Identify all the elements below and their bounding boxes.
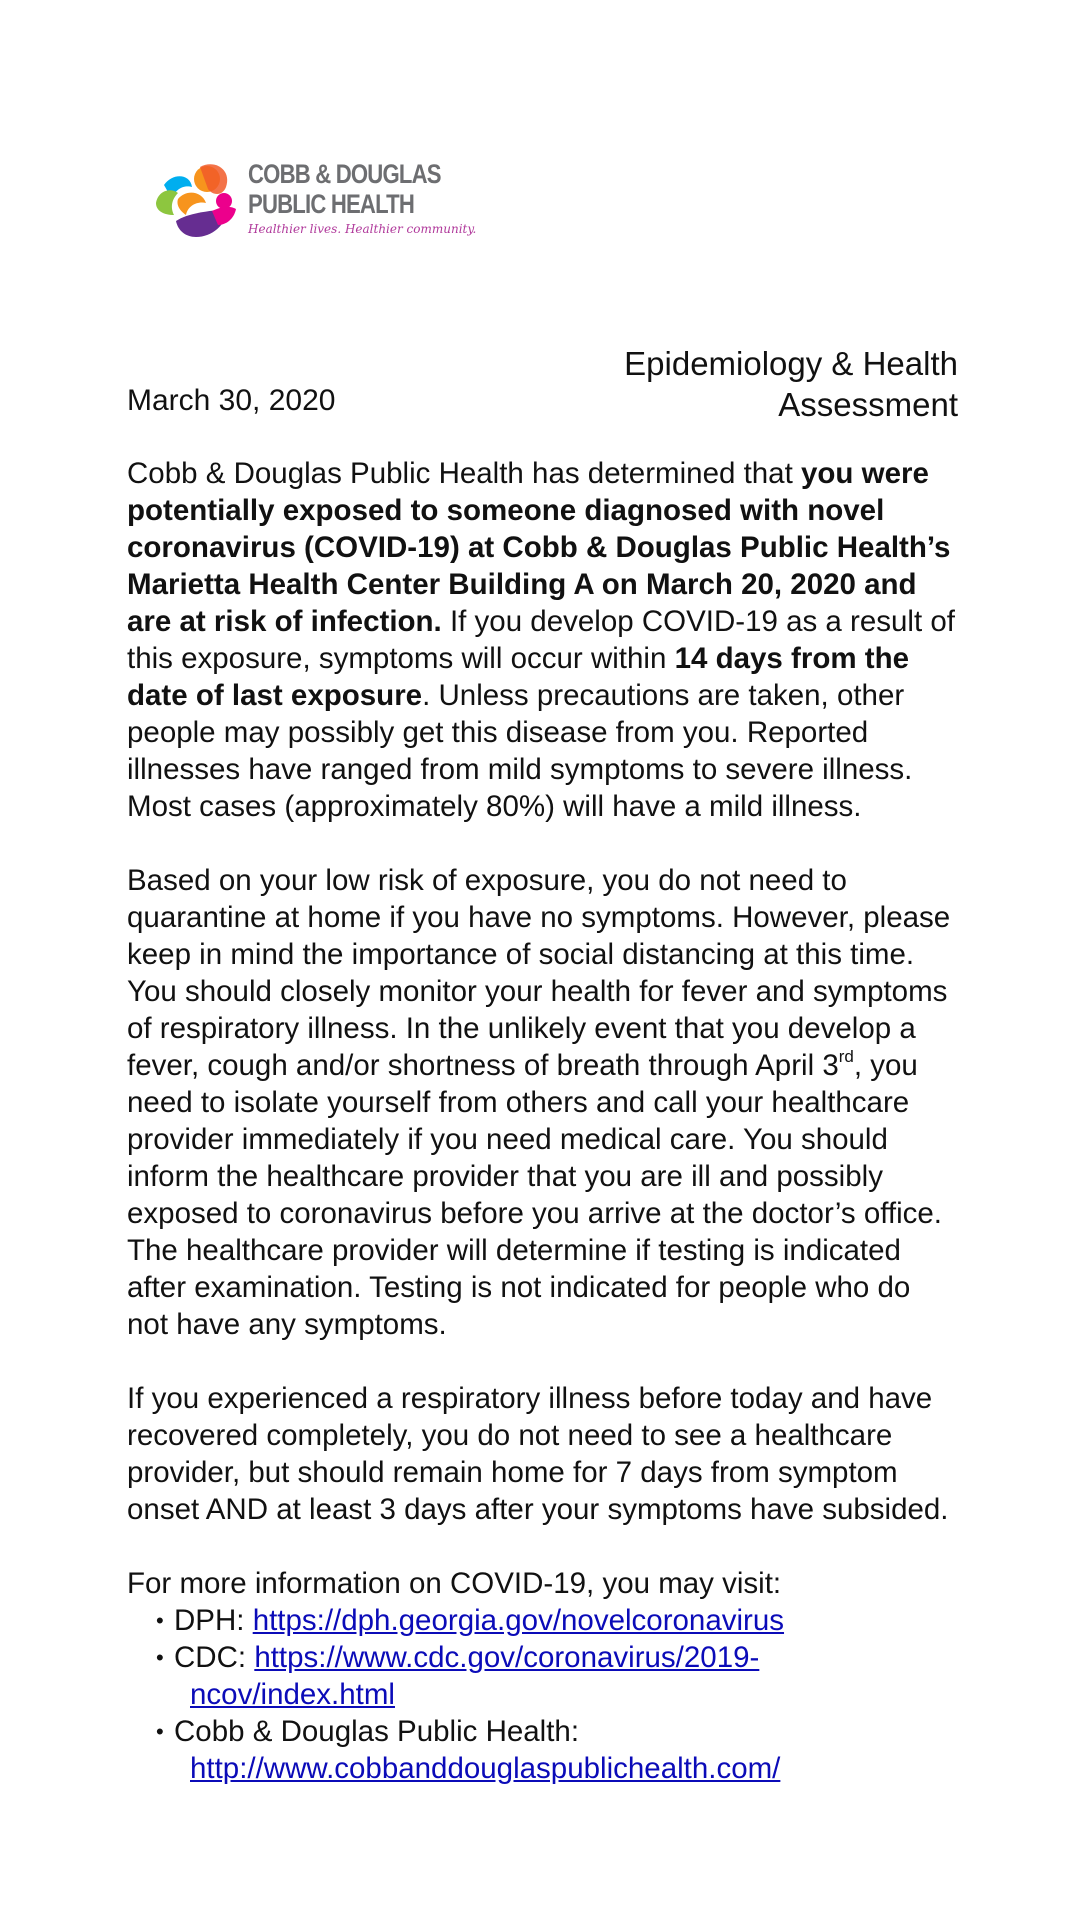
dph-label: DPH: [174,1604,253,1637]
logo-tagline: Healthier lives. Healthier community. [248,222,477,236]
bullet-icon: • [156,1608,164,1633]
list-item-cobb-douglas [154,1713,959,1787]
department-line2: Assessment [778,386,958,423]
department-heading [624,343,958,425]
letter-date: March 30, 2020 [127,384,336,417]
p1-text-1: Cobb & Douglas Public Health has determined that [127,457,801,490]
cdc-link-part2: ncov/index.html [190,1678,395,1711]
p1-bold-1: you were potentially exposed to someone diagnosed with novel coronavirus (COVID-19) at Cobb & Douglas Public Health’s Marietta Health Center Building A on March 20, 2020 and are at risk of infection. [127,457,951,638]
paragraph-recovery: If you experienced a respiratory illness before today and have recovered completely, you do not need to see a healthcare provider, but should remain home for 7 days from symptom onset AND at least 3 days after your symptoms have subsided. [127,1382,949,1526]
dph-link[interactable]: https://dph.georgia.gov/novelcoronavirus [252,1604,785,1637]
p2-text-1: Based on your low risk of exposure, you do not need to quarantine at home if you have no symptoms. However, please keep in mind the importance of social distancing at this time. You should closely monitor your health for fever and symptoms of respiratory illness. In the unlikely event that you develop a fever, cough and/or shortness of breath through April 3 [127,864,951,1082]
logo-text-line2: PUBLIC HEALTH [248,189,415,219]
cobb-douglas-label: Cobb & Douglas Public Health: [174,1715,580,1748]
cdc-link-part1: https://www.cdc.gov/coronavirus/2019- [254,1641,760,1674]
paragraph-monitoring [127,862,959,1343]
resource-links-list [127,1602,959,1787]
letter-body [127,455,959,1787]
cobb-douglas-link[interactable]: http://www.cobbanddouglaspublichealth.com/ [190,1752,781,1785]
p1-text-2: If you develop COVID-19 as a result of this exposure, symptoms will occur within [127,605,955,675]
p1-text-3: . Unless precautions are taken, other people may possibly get this disease from you. Reported illnesses have ranged from mild symptoms to severe illness. Most cases (approximately 80%) will have a mild illness. [127,679,913,823]
department-line1: Epidemiology & Health [624,345,958,382]
p2-text-2: , you need to isolate yourself from others and call your healthcare provider immediately if you need medical care. You should inform the healthcare provider that you are ill and possibly exposed to coronavirus before you arrive at the doctor’s office. The healthcare provider will determine if testing is indicated after examination. Testing is not indicated for people who do not have any symptoms. [127,1049,942,1341]
list-item-cdc [154,1639,959,1713]
organization-logo [152,155,477,245]
cdc-link[interactable] [174,1641,959,1713]
list-item-dph [154,1602,959,1639]
bullet-icon: • [156,1645,164,1670]
p1-bold-2: 14 days from the date of last exposure [127,642,910,712]
more-info-intro: For more information on COVID-19, you may visit: [127,1567,782,1600]
cdc-label: CDC: [174,1641,255,1674]
bullet-icon: • [156,1719,164,1744]
paragraph-exposure [127,455,959,825]
logo-text-line1: COBB & DOUGLAS [248,159,441,189]
p2-superscript: rd [838,1047,854,1066]
logo-emblem-icon [152,155,238,241]
